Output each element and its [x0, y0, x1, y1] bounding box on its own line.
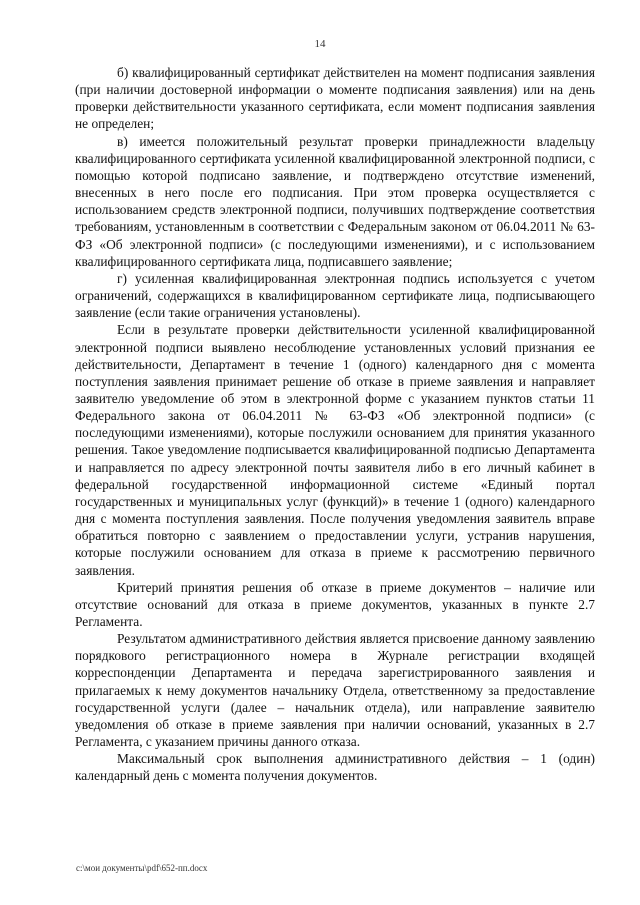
- paragraph-invalid-signature-procedure: Если в результате проверки действительности усиленной квалифицированной электронной подписи выявлено несоблюдение установленных условий признания ее действительности, Департамент в течение 1 (одного) календарного дня с момента поступления заявления принимает решение об отказе в приеме заявления и направляет заявителю уведомление об этом в электронной форме с указанием пунктов статьи 11 Федерального закона от 06.04.2011 № 63-ФЗ «Об электронной подписи» (с последующими изменениями), которые послужили основанием для принятия указанного решения. Такое уведомление подписывается квалифицированной подписью Департамента и направляется по адресу электронной почты заявителя либо в его личный кабинет в федеральной государственной информационной системе «Единый портал государственных и муниципальных услуг (функций)» в течение 1 (одного) календарного дня с момента поступления заявления. После получения уведомления заявитель вправе обратиться повторно с заявлением о предоставлении услуги, устранив нарушения, которые послужили основанием для отказа в приеме к рассмотрению первичного заявления.: [75, 322, 595, 578]
- paragraph-g-signature-restrictions: г) усиленная квалифицированная электронная подпись используется с учетом ограничений, содержащихся в квалифицированном сертификате лица, подписывающего заявление (если такие ограничения установлены).: [75, 270, 595, 321]
- paragraph-decision-criterion: Критерий принятия решения об отказе в приеме документов – наличие или отсутствие оснований для отказа в приеме документов, указанных в пункте 2.7 Регламента.: [75, 579, 595, 629]
- paragraph-action-result: Результатом административного действия является присвоение данному заявлению порядкового регистрационного номера в Журнале регистрации входящей корреспонденции Департамента и передача зарегистрированного заявления и прилагаемых к нему документов начальнику Отдела, ответственному за предоставление государственной услуги (далее – начальник отдела), или направление заявителю уведомления об отказе в приеме заявления при наличии оснований, указанных в 2.7 Регламента, с указанием причины данного отказа.: [75, 631, 595, 750]
- paragraph-b-certificate-validity: б) квалифицированный сертификат действителен на момент подписания заявления (при наличии достоверной информации о моменте подписания заявления) или на день проверки действительности указанного сертификата, если момент подписания заявления не определен;: [75, 65, 595, 132]
- page-number: 14: [314, 38, 326, 50]
- paragraph-v-signature-check: в) имеется положительный результат проверки принадлежности владельцу квалифицированного сертификата усиленной квалифицированной электронной подписи, с помощью которой подписано заявление, и подтверждено отсутствие изменений, внесенных в него после его подписания. При этом проверка осуществляется с использованием средств электронной подписи, получивших подтверждение соответствия требованиям, установленным в соответствии с Федеральным законом от 06.04.2011 № 63-ФЗ «Об электронной подписи» (с последующими изменениями), и с использованием квалифицированного сертификата лица, подписавшего заявление;: [75, 133, 595, 269]
- paragraph-max-duration: Максимальный срок выполнения административного действия – 1 (один) календарный день с момента получения документов.: [75, 751, 595, 784]
- footer-file-path: c:\мои документы\pdf\652-пп.docx: [76, 863, 208, 873]
- document-body: [75, 64, 595, 785]
